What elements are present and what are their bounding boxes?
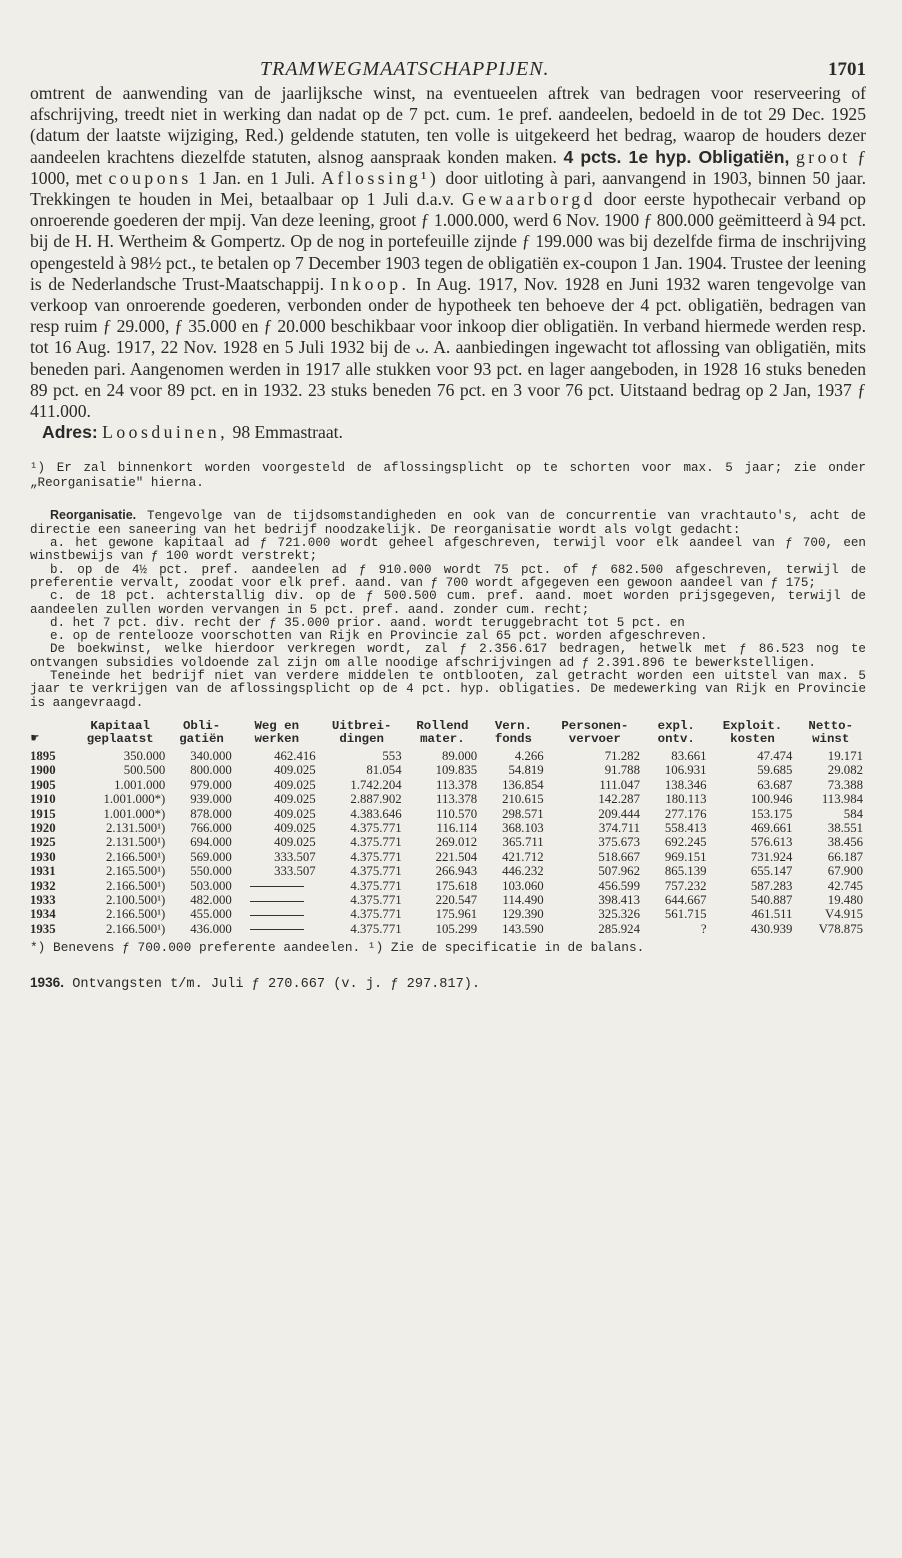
- table-row: [30, 778, 866, 792]
- year-cell: 1931: [30, 864, 56, 879]
- table-cell: 113.378: [436, 777, 478, 792]
- table-cell: 38.551: [827, 820, 863, 835]
- table-cell: 47.474: [757, 748, 793, 763]
- year-cell: 1895: [30, 748, 56, 763]
- table-cell: 153.175: [750, 806, 793, 821]
- financial-table: [30, 720, 866, 936]
- table-cell: 461.511: [751, 907, 793, 922]
- column-header: Rollend mater.: [416, 718, 469, 747]
- table-cell: 469.661: [750, 820, 793, 835]
- table-cell: 59.685: [757, 763, 793, 778]
- table-cell: 100.946: [750, 792, 793, 807]
- table-cell: 2.166.500¹): [106, 849, 166, 864]
- table-cell: 409.025: [274, 835, 316, 850]
- table-cell: 350.000: [123, 748, 166, 763]
- table-cell: 4.266: [514, 748, 544, 763]
- year-cell: 1900: [30, 763, 56, 778]
- table-cell: 89.000: [441, 748, 478, 763]
- table-cell: 209.444: [598, 806, 640, 821]
- table-cell: 561.715: [664, 907, 707, 922]
- list-item: b. op de 4½ pct. pref. aandeelen ad ƒ 910.000 wordt 75 pct. of ƒ 682.500 afgeschreven, terwijl de preferentie vervalt, zoodat voor elk pref. aand. van ƒ 700 wordt afgegeven een gewoon aandeel van ƒ 175;: [30, 562, 866, 590]
- table-cell: 644.667: [664, 892, 707, 907]
- table-cell: V78.875: [818, 921, 863, 936]
- table-cell: 277.176: [664, 806, 707, 821]
- table-cell: 54.819: [508, 763, 544, 778]
- dash-rule: [250, 929, 304, 930]
- table-cell: 865.139: [664, 864, 707, 879]
- table-cell: 2.166.500¹): [106, 907, 166, 922]
- table-cell: 409.025: [274, 806, 316, 821]
- table-cell: 106.931: [664, 763, 707, 778]
- address-line: Adres: Loosduinen, 98 Emmastraat.: [42, 422, 343, 443]
- dash-rule: [250, 915, 304, 916]
- table-cell: 1.001.000: [114, 777, 166, 792]
- document-page: [30, 58, 866, 992]
- table-cell: 2.887.902: [350, 792, 402, 807]
- table-cell: 105.299: [435, 921, 478, 936]
- table-cell: 500.500: [123, 763, 166, 778]
- table-row: [30, 907, 866, 921]
- page-number: 1701: [828, 59, 866, 80]
- list-item: d. het 7 pct. div. recht der ƒ 35.000 prior. aand. wordt teruggebracht tot 5 pct. en: [50, 615, 685, 630]
- table-cell: 766.000: [190, 820, 232, 835]
- table-cell: 558.413: [664, 820, 707, 835]
- column-header: Kapitaal geplaatst: [86, 718, 154, 747]
- table-cell: 409.025: [274, 763, 316, 778]
- reorganisatie-heading: Reorganisatie.: [50, 508, 137, 523]
- table-cell: 71.282: [604, 748, 640, 763]
- table-cell: 4.375.771: [350, 835, 402, 850]
- table-cell: 210.615: [502, 792, 544, 807]
- table-cell: 266.943: [435, 864, 478, 879]
- table-cell: 569.000: [190, 849, 232, 864]
- paragraph-boekwinst: De boekwinst, welke hierdoor verkregen wordt, zal ƒ 2.356.617 bedragen, hetwelk met ƒ 86.523 nog te ontvangen subsidies voldoende zal zijn om alle noodige afschrijvingen ad ƒ 2.391.896 te bewerkstelligen.: [30, 642, 866, 670]
- table-cell: 455.000: [190, 907, 232, 922]
- address-label: Adres:: [42, 422, 98, 443]
- table-cell: 969.151: [664, 849, 707, 864]
- table-cell: 136.854: [502, 777, 544, 792]
- table-row: [30, 821, 866, 835]
- table-row: [30, 763, 866, 777]
- table-cell: 421.712: [502, 849, 544, 864]
- table-cell: 180.113: [665, 792, 707, 807]
- table-cell: 4.375.771: [350, 849, 402, 864]
- table-cell: 462.416: [274, 748, 316, 763]
- table-cell: 694.000: [190, 835, 232, 850]
- table-header-row: [30, 720, 866, 749]
- year-cell: 1910: [30, 792, 56, 807]
- table-cell: 409.025: [274, 820, 316, 835]
- table-cell: 1.742.204: [350, 777, 402, 792]
- table-cell: 91.788: [604, 763, 640, 778]
- table-cell: [235, 879, 319, 893]
- main-text: [30, 83, 866, 443]
- dash-rule: [250, 901, 304, 902]
- table-cell: 398.413: [598, 892, 640, 907]
- table-cell: 939.000: [190, 792, 232, 807]
- table-cell: 584: [843, 806, 863, 821]
- table-cell: 63.687: [757, 777, 793, 792]
- table-cell: 576.613: [750, 835, 793, 850]
- table-cell: 692.245: [664, 835, 707, 850]
- year-cell: 1920: [30, 820, 56, 835]
- table-cell: 333.507: [274, 849, 316, 864]
- paragraph-obligaties: omtrent de aanwending van de jaarlijksche winst, na eventueelen aftrek van bedragen voor reserveering of afschrijving, treedt niet in werking dan nadat op de 7 pct. cum. 1e pref. aandeelen, bedoeld in de tot 29 Dec. 1925 (datum der laatste wijziging, Red.) geldende statuten, ten volle is uitgekeerd het bedrag, waarop de houders dezer aandeelen krachtens diezelfde statuten, alsnog aanspraak konden maken. 4 pcts. 1e hyp. Obligatiën, groot ƒ 1000, met coupons 1 Jan. en 1 Juli. Aflossing¹) door uitloting à pari, aanvangend in 1903, binnen 50 jaar. Trekkingen te houden in Mei, betaalbaar op 1 Juli d.a.v. Gewaarborgd door eerste hypothecair verband op onroerende goederen der mpij. Van deze leening, groot ƒ 1.000.000, werd 6 Nov. 1900 ƒ 800.000 geëmitteerd à 94 pct. bij de H. H. Wertheim & Gompertz. Op de nog in portefeuille zijnde ƒ 199.000 was bij dezelfde firma de inschrijving opengesteld à 98½ pct., te betalen op 7 December 1903 tegen de obligatiën ex-coupon 1 Jan. 1904. Trustee der leening is de Nederlandsche Trust-Maatschappij. Inkoop. In Aug. 1917, Nov. 1928 en Juni 1932 waren tengevolge van verkoop van onroerende goederen, verbonden onder de hypotheek ten behoeve der 4 pct. obligatiën, bedragen van resp ruim ƒ 29.000, ƒ 35.000 en ƒ 20.000 beschikbaar voor inkoop dier obligatiën. In verband hiermede werden resp. tot 16 Aug. 1917, 22 Nov. 1928 en 5 Juli 1932 bij de ᴗ. A. aanbiedingen ingewacht tot aflossing van obligatiën, mits beneden pari. Aangenomen werden in 1917 alle stukken voor 93 pct. en lager aangeboden, in 1928 16 stuks beneden 89 pct. en 24 voor 89 pct. en in 1932. 23 stuks beneden 76 pct. en 3 voor 76 pct. Uitstaand bedrag op 2 Jan, 1937 ƒ 411.000.: [30, 83, 867, 422]
- table-cell: 81.054: [366, 763, 402, 778]
- list-item: c. de 18 pct. achterstallig div. op de ƒ 500.500 cum. pref. aand. moet worden prijsgegeven, terwijl de aandeelen zullen worden vervangen in 5 pct. pref. aand. zonder cum. recht;: [30, 589, 866, 617]
- column-header: expl. ontv.: [657, 718, 695, 747]
- table-cell: 109.835: [435, 763, 478, 778]
- year-cell: 1933: [30, 892, 56, 907]
- table-cell: 113.378: [436, 792, 478, 807]
- table-cell: 325.326: [598, 907, 640, 922]
- table-cell: 298.571: [502, 806, 544, 821]
- table-cell: 138.346: [664, 777, 707, 792]
- year-cell: 1925: [30, 835, 56, 850]
- table-cell: 482.000: [190, 892, 232, 907]
- table-cell: 1.001.000*): [103, 806, 166, 821]
- list-item: e. op de rentelooze voorschotten van Rijk en Provincie zal 65 pct. worden afgeschreven.: [50, 629, 708, 644]
- column-header: Personen- vervoer: [561, 718, 629, 747]
- year-cell: 1930: [30, 849, 56, 864]
- table-cell: 878.000: [190, 806, 232, 821]
- table-cell: [235, 893, 319, 907]
- table-row: [30, 850, 866, 864]
- table-cell: 73.388: [827, 777, 863, 792]
- table-row: [30, 749, 866, 763]
- page-title: TRAMWEGMAATSCHAPPIJEN.: [260, 58, 550, 80]
- reorganisatie-section: Reorganisatie. Tengevolge van de tijdsomstandigheden en ook van de concurrentie van vrachtauto's, acht de directie een saneering van het bedrijf noodzakelijk. De reorganisatie wordt als volgt gedacht: a. het gewone kapitaal ad ƒ 721.000 wordt geheel afgeschreven, terwijl voor elk aandeel van ƒ 700, een winstbewijs van ƒ 100 wordt verstrekt; b. op de 4½ pct. pref. aandeelen ad ƒ 910.000 wordt 75 pct. of ƒ 682.500 afgeschreven, terwijl de preferentie vervalt, zoodat voor elk pref. aand. van ƒ 700 wordt afgegeven een gewoon aandeel van ƒ 175; c. de 18 pct. achterstallig div. op de ƒ 500.500 cum. pref. aand. moet worden prijsgegeven, terwijl de aandeelen zullen worden vervangen in 5 pct. pref. aand. zonder cum. recht; d. het 7 pct. div. recht der ƒ 35.000 prior. aand. wordt teruggebracht tot 5 pct. en e. op de rentelooze voorschotten van Rijk en Provincie zal 65 pct. worden afgeschreven. De boekwinst, welke hierdoor verkregen wordt, zal ƒ 2.356.617 bedragen, hetwelk met ƒ 86.523 nog te ontvangen subsidies voldoende zal zijn om alle noodige afschrijvingen ad ƒ 2.391.896 te bewerkstelligen. Teneinde het bedrijf niet van verdere middelen te ontblooten, zal getracht worden een uitstel van max. 5 jaar te verkrijgen van de aflossingsplicht op de 4 pct. hyp. obligaties. De medewerking van Rijk en Provincie is aangevraagd.: [30, 508, 866, 710]
- table-cell: 103.060: [502, 878, 544, 893]
- table-cell: 83.661: [671, 748, 707, 763]
- table-cell: 67.900: [827, 864, 863, 879]
- closing-line: 1936. Ontvangsten t/m. Juli ƒ 270.667 (v. j. ƒ 297.817).: [30, 975, 481, 993]
- page-header: [260, 58, 866, 81]
- table-cell: 456.599: [598, 878, 640, 893]
- table-cell: 4.375.771: [350, 878, 402, 893]
- table-cell: 655.147: [750, 864, 793, 879]
- table-cell: 110.570: [436, 806, 478, 821]
- table-cell: 340.000: [190, 748, 232, 763]
- table-cell: 553: [382, 748, 402, 763]
- table-row: [30, 807, 866, 821]
- column-header: Obli- gatiën: [179, 718, 224, 747]
- table-row: [30, 864, 866, 878]
- table-cell: 175.961: [435, 907, 478, 922]
- table-cell: 19.171: [827, 748, 863, 763]
- table-cell: 518.667: [598, 849, 640, 864]
- table-cell: 114.490: [502, 892, 544, 907]
- table-row: [30, 879, 866, 893]
- table-cell: 1.001.000*): [103, 792, 166, 807]
- table-cell: 731.924: [750, 849, 793, 864]
- table-row: [30, 835, 866, 849]
- table-cell: 116.114: [436, 820, 478, 835]
- table-cell: 446.232: [502, 864, 544, 879]
- table-row: [30, 893, 866, 907]
- table-cell: ?: [700, 921, 707, 936]
- table-cell: 979.000: [190, 777, 232, 792]
- table-cell: 375.673: [598, 835, 640, 850]
- table-cell: 269.012: [435, 835, 478, 850]
- table-cell: 800.000: [190, 763, 232, 778]
- list-item: a. het gewone kapitaal ad ƒ 721.000 wordt geheel afgeschreven, terwijl voor elk aandeel van ƒ 700, een winstbewijs van ƒ 100 wordt verstrekt;: [30, 536, 866, 564]
- table-cell: 430.939: [750, 921, 793, 936]
- table-cell: 550.000: [190, 864, 232, 879]
- table-cell: 4.375.771: [350, 892, 402, 907]
- table-cell: 409.025: [274, 777, 316, 792]
- table-row: [30, 922, 866, 936]
- table-cell: 175.618: [435, 878, 478, 893]
- year-cell: 1934: [30, 907, 56, 922]
- table-cell: 2.166.500¹): [106, 921, 166, 936]
- table-cell: [235, 922, 319, 936]
- table-cell: 142.287: [598, 792, 640, 807]
- table-cell: 2.131.500¹): [106, 820, 166, 835]
- table-cell: 221.504: [435, 849, 478, 864]
- year-cell: 1905: [30, 777, 56, 792]
- table-cell: 540.887: [750, 892, 793, 907]
- table-cell: 374.711: [598, 820, 640, 835]
- table-cell: 507.962: [598, 864, 640, 879]
- table-cell: 4.383.646: [350, 806, 402, 821]
- dash-rule: [250, 886, 304, 887]
- table-cell: [235, 907, 319, 921]
- table-cell: 757.232: [664, 878, 707, 893]
- table-cell: 503.000: [190, 878, 232, 893]
- table-cell: 29.082: [827, 763, 863, 778]
- obligaties-heading: 4 pcts. 1e hyp. Obligatiën,: [563, 146, 790, 167]
- table-cell: 587.283: [750, 878, 793, 893]
- column-header: Netto- winst: [808, 718, 854, 747]
- table-cell: 111.047: [599, 777, 640, 792]
- column-header: Exploit. kosten: [722, 718, 783, 747]
- table-cell: 143.590: [502, 921, 544, 936]
- table-cell: 129.390: [502, 907, 544, 922]
- table-cell: 2.166.500¹): [106, 878, 166, 893]
- table-cell: 2.100.500¹): [106, 892, 166, 907]
- table-cell: 19.480: [827, 892, 863, 907]
- footnote-aflossing: ¹) Er zal binnenkort worden voorgesteld de aflossingsplicht op te schorten voor max. 5 jaar; zie onder „Reorganisatie" hierna.: [30, 461, 866, 491]
- table-cell: 4.375.771: [350, 921, 402, 936]
- year-cell: 1915: [30, 806, 56, 821]
- table-cell: 436.000: [190, 921, 232, 936]
- year-cell: 1932: [30, 878, 56, 893]
- table-cell: 220.547: [435, 892, 478, 907]
- table-cell: 2.165.500¹): [106, 864, 166, 879]
- table-cell: 113.984: [821, 792, 863, 807]
- year-cell: 1935: [30, 921, 56, 936]
- table-cell: 409.025: [274, 792, 316, 807]
- table-cell: 4.375.771: [350, 820, 402, 835]
- table-cell: 2.131.500¹): [106, 835, 166, 850]
- table-row: [30, 792, 866, 806]
- hand-pointer-icon: ☛: [31, 731, 39, 747]
- column-header: Weg en werken: [254, 718, 300, 747]
- table-cell: 333.507: [274, 864, 316, 879]
- table-cell: 42.745: [827, 878, 863, 893]
- table-cell: 38.456: [827, 835, 863, 850]
- table-cell: 365.711: [502, 835, 544, 850]
- table-cell: 66.187: [827, 849, 863, 864]
- column-header: Uitbrei- dingen: [331, 718, 392, 747]
- table-body: [30, 749, 866, 936]
- table-cell: 4.375.771: [350, 907, 402, 922]
- table-cell: 368.103: [502, 820, 544, 835]
- paragraph-uitstel: Teneinde het bedrijf niet van verdere middelen te ontblooten, zal getracht worden een uitstel van max. 5 jaar te verkrijgen van de aflossingsplicht op de 4 pct. hyp. obligaties. De medewerking van Rijk en Provincie is aangevraagd.: [30, 669, 866, 710]
- table-footnote: *) Benevens ƒ 700.000 preferente aandeelen. ¹) Zie de specificatie in de balans.: [30, 940, 645, 956]
- column-header: Vern. fonds: [494, 718, 532, 747]
- table-cell: 285.924: [598, 921, 640, 936]
- table-cell: 4.375.771: [350, 864, 402, 879]
- table-cell: V4.915: [824, 907, 863, 922]
